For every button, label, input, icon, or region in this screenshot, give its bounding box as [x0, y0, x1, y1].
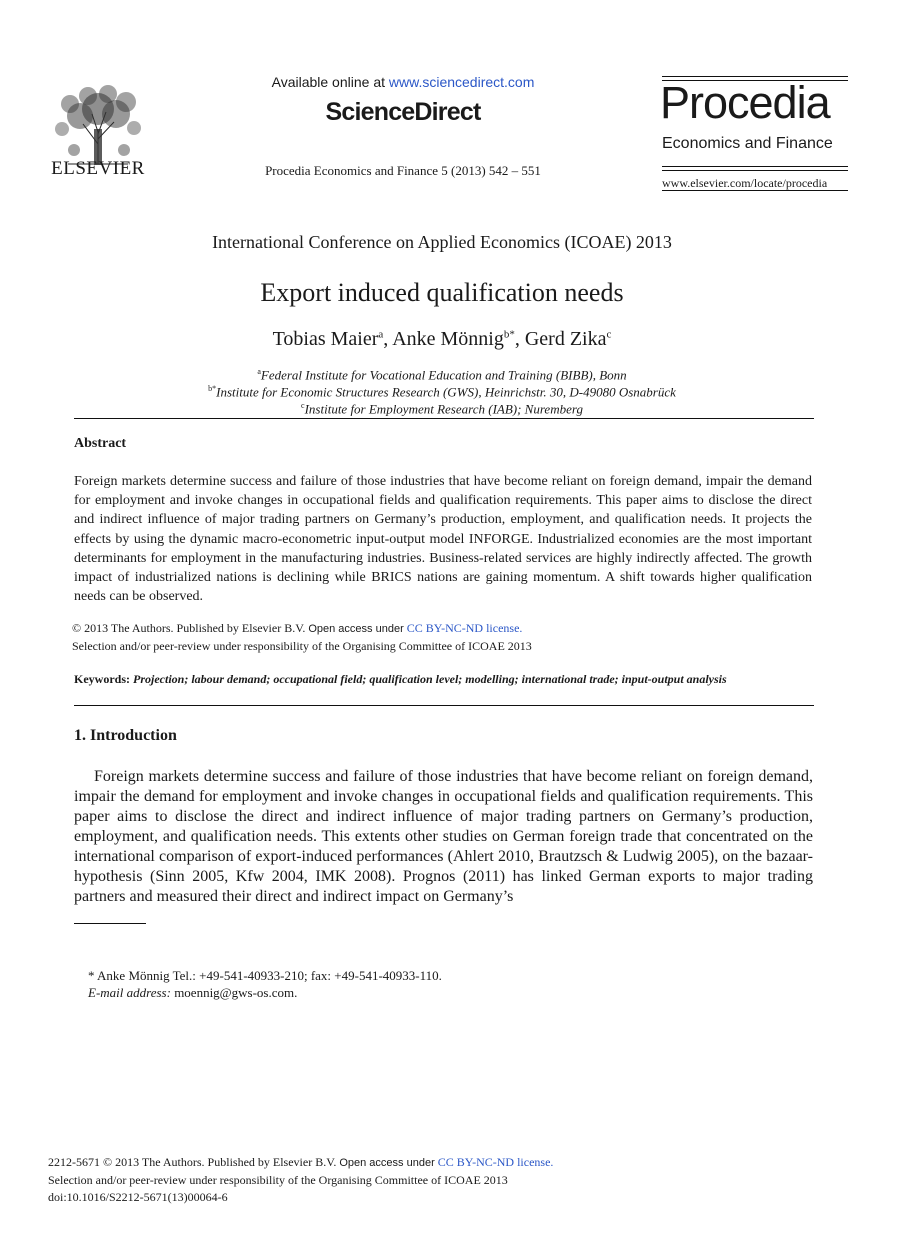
author-affiliation-mark: a	[378, 328, 384, 341]
journal-subtitle: Economics and Finance	[662, 135, 833, 152]
corresponding-author-footnote	[88, 967, 442, 1001]
email-label: E-mail address:	[88, 985, 171, 1000]
affiliation-mark: b*	[208, 384, 217, 393]
license-link[interactable]: CC BY-NC-ND license.	[406, 621, 523, 635]
conference-name: International Conference on Applied Economics (ICOAE) 2013	[212, 232, 672, 252]
abstract-text: Foreign markets determine success and failure of those industries that have become reliant on foreign demand, impair the demand for employment and invoke changes in occupational fields and qualification requirements. This paper aims to disclose the direct and indirect influence of major trading partners on Germany’s production, employment, and qualification needs. It projects the effects by using the dynamic macro-econometric input-output model INFORGE. Industrialized economies are the most important determinants for employment in the manufacturing industries. Business-related services are highly indirectly affected. The growth impact of industrialized nations is declining while BRICS nations are gaining momentum. A shift towards higher qualification needs can be observed.	[74, 474, 812, 605]
affiliation	[0, 384, 884, 400]
affiliation-text: Institute for Employment Research (IAB); Nuremberg	[304, 401, 583, 417]
keywords-list: Projection; labour demand; occupational field; qualification level; modelling; international trade; input-output analysis	[133, 672, 727, 686]
introduction-text: Foreign markets determine success and failure of those industries that have become reliant on foreign demand, impair the demand for employment and invoke changes in occupational fields and qualification requirements. This paper aims to disclose the direct and indirect influence of major trading partners on Germany’s production, employment, and qualification needs. This extents other studies on German foreign trade that concentrated on the international comparison of export-induced performances (Ahlert 2010, Brautzsch & Ludwig 2005), on the bazaar-hypothesis (Sinn 2005, Kfw 2004, IMK 2008). Prognos (2011) has linked German exports to major trading partners and measured their direct and indirect impact on Germany’s	[74, 768, 813, 905]
email-address[interactable]: moennig@gws-os.com.	[174, 985, 298, 1000]
footer-open-access: Open access under	[339, 1157, 435, 1169]
copyright-line	[72, 620, 532, 638]
procedia-mid-rule-2	[662, 170, 848, 171]
author-name: Anke Mönnig	[392, 328, 504, 350]
affiliation-text: Federal Institute for Vocational Education and Training (BIBB), Bonn	[260, 367, 627, 383]
affiliation-mark: c	[301, 401, 305, 410]
availability-prefix: Available online at	[271, 74, 389, 90]
affiliation-text: Institute for Economic Structures Research (GWS), Heinrichstr. 30, D-49080 Osnabrück	[216, 384, 676, 400]
footnote-contact: * Anke Mönnig Tel.: +49-541-40933-210; fax: +49-541-40933-110.	[88, 968, 442, 983]
footnote-rule	[74, 923, 146, 924]
author-affiliation-mark: c	[606, 328, 612, 341]
availability-line	[230, 74, 576, 90]
page-footer	[48, 1154, 553, 1206]
section-divider	[74, 705, 814, 706]
introduction-heading: 1. Introduction	[74, 727, 177, 744]
footer-issn: 2212-5671 © 2013 The Authors. Published by Elsevier B.V.	[48, 1155, 337, 1169]
platform-brand: ScienceDirect	[325, 98, 481, 126]
author-affiliation-mark: b*	[503, 328, 515, 341]
footer-doi[interactable]: doi:10.1016/S2212-5671(13)00064-6	[48, 1190, 228, 1204]
author-name: Gerd Zika	[524, 328, 607, 350]
author-list: Tobias Maier$^a$, Anke Mönnig$^{b*}$, Gerd Zika$^c$	[272, 328, 612, 350]
journal-url-link[interactable]: www.elsevier.com/locate/procedia	[662, 176, 828, 190]
footnote-email-line	[88, 984, 442, 1001]
affiliation	[0, 401, 884, 417]
footer-license-link[interactable]: CC BY-NC-ND license.	[437, 1155, 554, 1169]
procedia-mid-rule	[662, 166, 848, 167]
footer-issn-line	[48, 1154, 553, 1172]
author-name: Tobias Maier	[272, 328, 379, 350]
affiliation	[0, 367, 884, 383]
peer-review-line: Selection and/or peer-review under responsibility of the Organising Committee of ICOAE 2013	[72, 639, 532, 653]
procedia-bottom-rule	[662, 190, 848, 191]
copyright-text: © 2013 The Authors. Published by Elsevier B.V.	[72, 621, 306, 635]
affiliation-mark: a	[257, 367, 261, 376]
keywords-label: Keywords:	[74, 672, 130, 686]
sciencedirect-link[interactable]: www.sciencedirect.com	[388, 74, 535, 90]
journal-reference: Procedia Economics and Finance 5 (2013) 542 – 551	[265, 163, 541, 178]
abstract-heading: Abstract	[74, 436, 127, 451]
footer-peer-review: Selection and/or peer-review under responsibility of the Organising Committee of ICOAE 2013	[48, 1173, 508, 1187]
journal-brand: Procedia	[660, 77, 830, 128]
paper-title: Export induced qualification needs	[260, 278, 624, 307]
section-divider	[74, 418, 814, 419]
publisher-wordmark: ELSEVIER	[51, 158, 145, 179]
abstract-copyright	[72, 620, 532, 655]
open-access-text: Open access under	[308, 623, 404, 635]
keywords-line	[74, 672, 727, 687]
